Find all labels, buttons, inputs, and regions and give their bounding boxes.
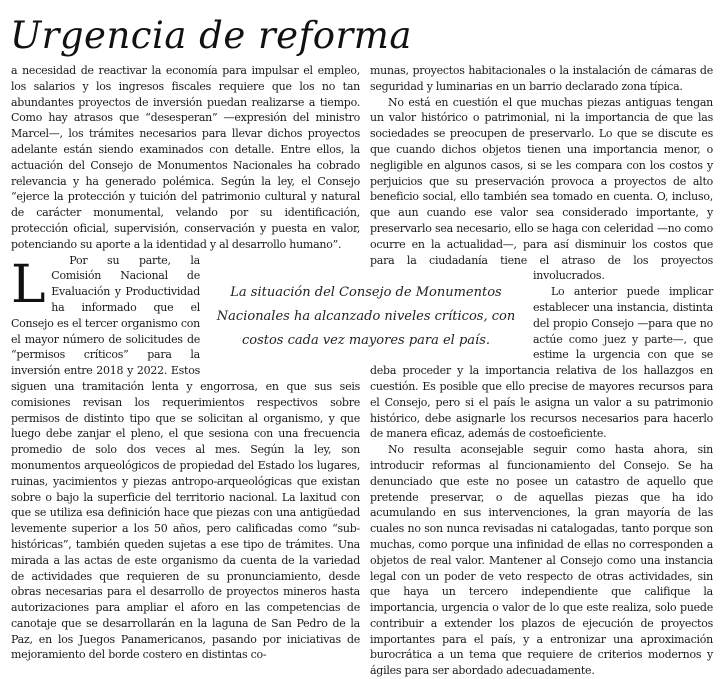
drop-cap: L (11, 255, 46, 315)
paragraph: munas, proyectos habitacionales o la instalación de cámaras de seguridad y luminarias en un barrio declarado zona típica. (370, 64, 713, 93)
paragraph: L a necesidad de reactivar la economía para impulsar el empleo, los salarios y los ingresos fiscales requiere que los no tan abundantes proyectos de inversión puedan realizarse a tiempo. Como hay atrasos que “desesperan” —expresión del ministro Marcel—, los trámites necesarios para llevar dichos proyectos adelante están siendo examinados con detalle. Entre ellos, la actuación del Consejo de Monumentos Nacionales ha cobrado relevancia y ha generado polémica. Según la ley, el Consejo “ejerce la protección y tuición del patrimonio cultural y natural de carácter monumental, velando por su identificación, protección oficial, supervisión, conservación y puesta en valor, potenciando su aporte a la identidad y al desarrollo humano”. (11, 64, 360, 315)
article-title: Urgencia de reforma (10, 14, 412, 57)
pull-quote-text: La situación del Consejo de Monumentos Nacionales ha alcanzado niveles críticos, con costos cada vez mayores para el país. (216, 285, 516, 348)
pull-quote (205, 271, 527, 363)
paragraph: No está en cuestión el que muchas piezas antiguas tengan un valor histórico o patrimonial, ni la importancia de que las sociedades se preocupen de preservarlo. Lo que se discute es que cuando dichos objetos tienen una importancia menor, o negligible en algunos casos, si se les compara con los costos y perjuicios que su preservación provoca a proyectos de alto beneficio social, ello también sea tomado en cuenta. O, incluso, que aun cuando ese valor sea considerado importante, y preservarlo sea necesario, ello se haga con celeridad —no como ocurre en la actualidad—, para así disminuir los costos que para la ciudadanía tiene el atraso de los proyectos involucrados. (370, 95, 713, 283)
paragraph: Lo anterior puede implicar establecer una instancia, distinta del propio Consejo —para que no actúe como juez y parte—, que estime la urgencia con que se deba proceder y la importancia relativa de los hallazgos en cuestión. Es posible que ello precise de mayores recursos para el Consejo, pero si el país le asigna un valor a su patrimonio histórico, debe asignarle los recursos necesarios para hacerlo de manera eficaz, además de costoeficiente. (370, 285, 713, 441)
paragraph: Por su parte, la Comisión Nacional de Evaluación y Productividad ha informado que el Consejo es el tercer organismo con el mayor número de solicitudes de “permisos críticos” para la inversión entre 2018 y 2022. Estos siguen una tramitación lenta y engorrosa, en que sus seis comisiones revisan los requerimientos respectivos sobre permisos de distinto tipo que se solicitan al organismo, y que luego debe zanjar el pleno, el que sesiona con una frecuencia promedio de solo dos veces al mes. Según la ley, son monumentos arqueológicos de propiedad del Estado los lugares, ruinas, yacimientos y piezas antropo-arqueológicas que existan sobre o bajo la superficie del territorio nacional. La laxitud con que se utiliza esa definición hace que piezas con una antigüedad levemente superior a los 50 años, pero calificadas como “sub-históricas”, también queden sujetas a ese tipo de trámites. Una mirada a las actas de este organismo da cuenta de la variedad de actividades que requieren de su pronunciamiento, desde obras necesarias para el desarrollo de proyectos mineros hasta autorizaciones para ampliar el aforo en las competencias de canotaje que se desarrollarán en la laguna de San Pedro de la Paz, en los Juegos Panamericanos, pasando por iniciativas de mejoramiento del borde costero en distintas co- (11, 253, 360, 662)
paragraph: No resulta aconsejable seguir como hasta ahora, sin introducir reformas al funcionamiento del Consejo. Se ha denunciado que este no posee un catastro de aquello que pretende preservar, o de aquellas piezas que ha ido acumulando en sus intervenciones, la gran mayoría de las cuales no son nunca revisadas ni catalogadas, tanto porque son muchas, como porque una infinidad de ellas no corresponden a objetos de real valor. Mantener al Consejo como una instancia legal con un poder de veto respecto de otras actividades, sin que haya un tercero independiente que califique la importancia, urgencia o valor de lo que este realiza, solo puede contribuir a extender los plazos de ejecución de proyectos importantes para el país, y a entronizar una aproximación burocrática a un tema que requiere de criterios modernos y ágiles para ser abordado adecuadamente. (370, 443, 713, 678)
